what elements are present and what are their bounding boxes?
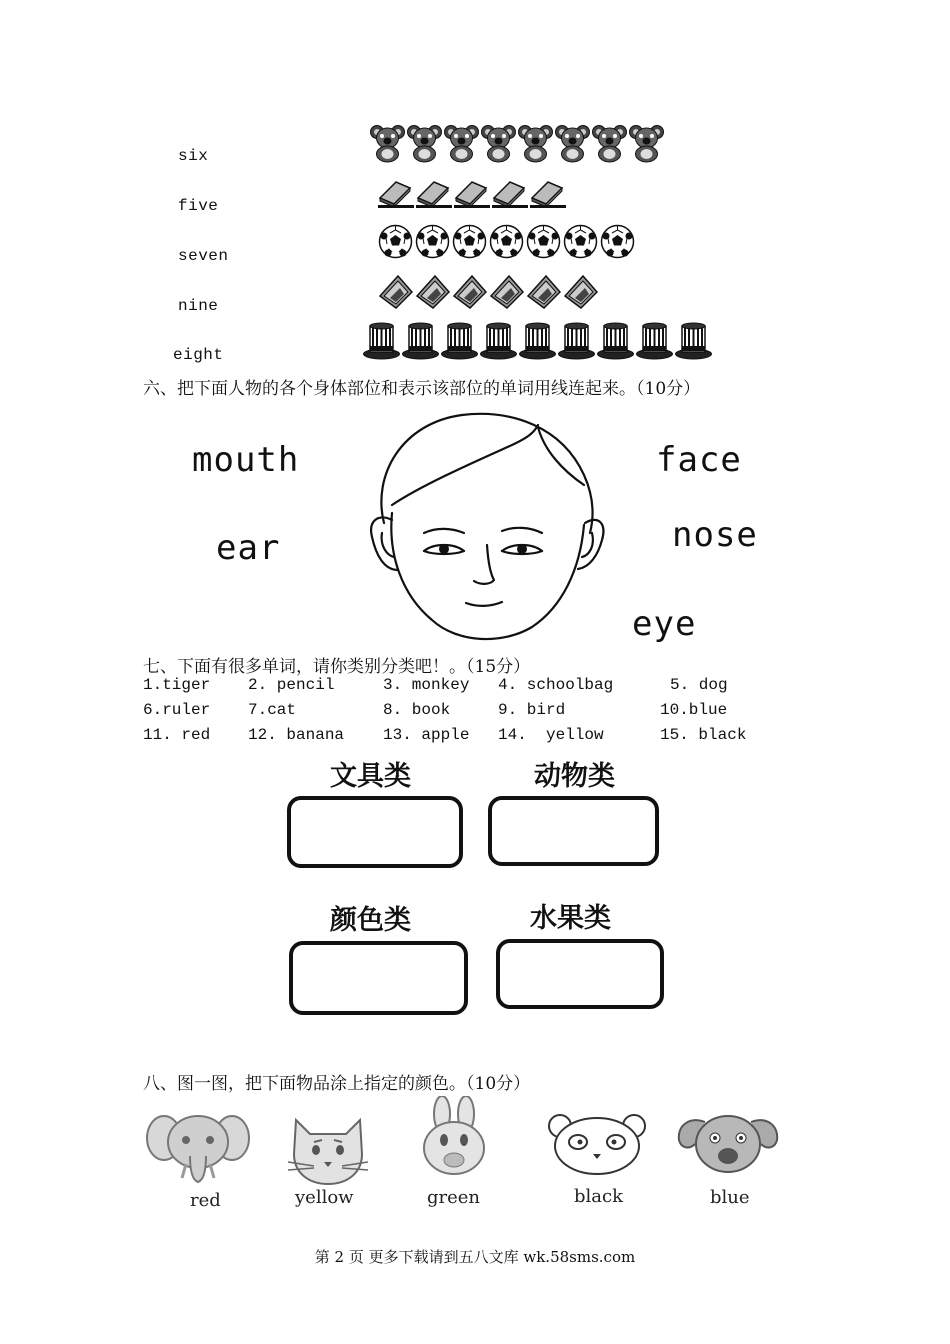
word-item: 4. schoolbag (498, 676, 614, 694)
top-hat-icon (519, 322, 556, 364)
word-item: 15. black (660, 726, 747, 744)
pencil-sharpener-icon (526, 272, 561, 314)
count-word-nine: nine (178, 297, 219, 315)
count-word-seven: seven (178, 247, 229, 265)
eraser-icon (416, 176, 452, 212)
koala-icon (629, 123, 664, 167)
top-hat-icon (402, 322, 439, 364)
category-box-colors[interactable] (289, 941, 468, 1015)
soccer-ball-icon (489, 224, 524, 263)
koala-icon (592, 123, 627, 167)
color-label-blue: blue (710, 1187, 750, 1208)
soccer-ball-icon (563, 224, 598, 263)
panda-icon (544, 1110, 650, 1176)
word-item: 2. pencil (248, 676, 335, 694)
sharpener-row (378, 272, 598, 314)
soccer-ball-icon (378, 224, 413, 263)
dog-icon (675, 1112, 781, 1176)
elephant-icon (146, 1108, 250, 1184)
count-word-five: five (178, 197, 219, 215)
word-eye: eye (632, 604, 697, 644)
category-box-stationery[interactable] (287, 796, 463, 868)
word-item: 7.cat (248, 701, 297, 719)
word-item: 14. yellow (498, 726, 604, 744)
top-hat-icon (480, 322, 517, 364)
word-item: 6.ruler (143, 701, 211, 719)
koala-icon (370, 123, 405, 167)
category-label-fruits: 水果类 (530, 903, 611, 934)
koala-icon (518, 123, 553, 167)
eraser-icon (530, 176, 566, 212)
eraser-row (378, 176, 566, 212)
page-footer: 第 2 页 更多下载请到五八文库 wk.58sms.com (314, 1248, 636, 1266)
pencil-sharpener-icon (563, 272, 598, 314)
pencil-sharpener-icon (378, 272, 413, 314)
eraser-icon (492, 176, 528, 212)
color-label-black: black (574, 1186, 623, 1207)
top-hat-icon (363, 322, 400, 364)
category-box-animals[interactable] (488, 796, 659, 866)
pencil-sharpener-icon (489, 272, 524, 314)
category-label-stationery: 文具类 (330, 761, 411, 792)
koala-icon (407, 123, 442, 167)
soccer-ball-icon (415, 224, 450, 263)
word-item: 11. red (143, 726, 211, 744)
cat-icon (284, 1110, 372, 1190)
top-hat-icon (441, 322, 478, 364)
category-label-colors: 颜色类 (330, 905, 411, 936)
rabbit-icon (418, 1096, 490, 1176)
word-item: 10.blue (660, 701, 728, 719)
color-label-yellow: yellow (295, 1187, 354, 1208)
count-word-six: six (178, 147, 209, 165)
top-hat-icon (558, 322, 595, 364)
word-mouth: mouth (192, 440, 300, 480)
soccer-ball-icon (452, 224, 487, 263)
category-box-fruits[interactable] (496, 939, 664, 1009)
word-item: 1.tiger (143, 676, 211, 694)
color-label-red: red (190, 1190, 221, 1211)
top-hat-icon (597, 322, 634, 364)
koala-icon (555, 123, 590, 167)
koala-row (370, 123, 664, 167)
word-item: 12. banana (248, 726, 345, 744)
koala-icon (444, 123, 479, 167)
pencil-sharpener-icon (452, 272, 487, 314)
count-word-eight: eight (173, 346, 224, 364)
koala-icon (481, 123, 516, 167)
eraser-icon (378, 176, 414, 212)
section-7-title: 七、下面有很多单词，请你类别分类吧！。（15分） (143, 657, 531, 677)
soccer-ball-row (378, 224, 635, 263)
section-6-title: 六、把下面人物的各个身体部位和表示该部位的单词用线连起来。（10分） (143, 379, 701, 399)
top-hat-icon (675, 322, 712, 364)
word-nose: nose (672, 515, 758, 555)
category-label-animals: 动物类 (534, 761, 615, 792)
top-hat-icon (636, 322, 673, 364)
section-8-title: 八、图一图，把下面物品涂上指定的颜色。（10分） (143, 1074, 531, 1094)
word-item: 8. book (383, 701, 451, 719)
soccer-ball-icon (600, 224, 635, 263)
top-hat-row (363, 322, 712, 364)
word-item: 13. apple (383, 726, 470, 744)
word-item: 5. dog (670, 676, 728, 694)
soccer-ball-icon (526, 224, 561, 263)
color-label-green: green (427, 1187, 481, 1208)
word-item: 3. monkey (383, 676, 470, 694)
boy-face-illustration (362, 405, 606, 655)
eraser-icon (454, 176, 490, 212)
word-ear: ear (216, 528, 281, 568)
word-face: face (656, 440, 742, 480)
word-item: 9. bird (498, 701, 566, 719)
pencil-sharpener-icon (415, 272, 450, 314)
